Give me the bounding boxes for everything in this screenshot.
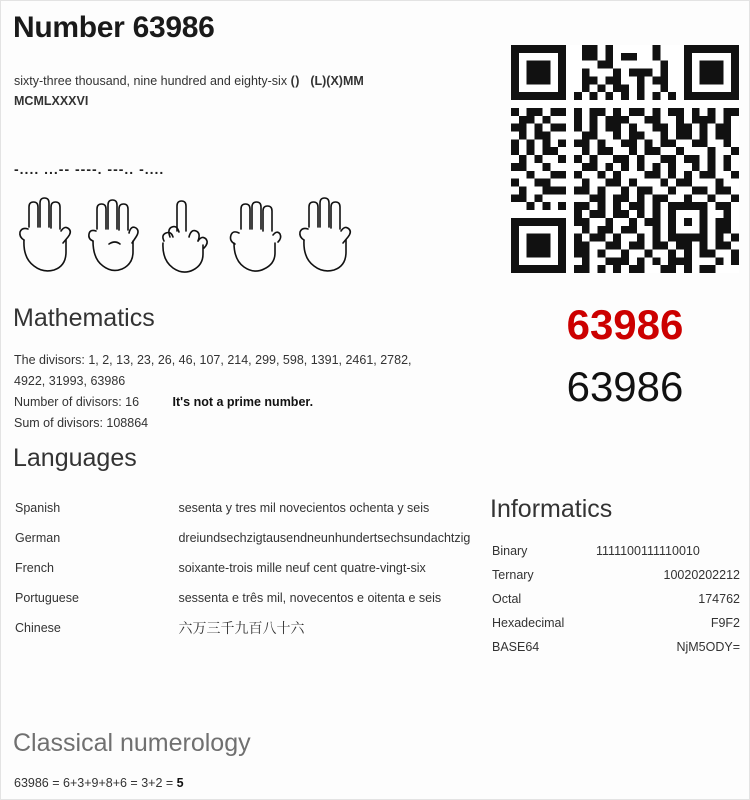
numerology-heading: Classical numerology bbox=[13, 729, 251, 757]
hand-digit-3-icon bbox=[81, 197, 147, 275]
table-row bbox=[490, 635, 742, 659]
informatics-heading: Informatics bbox=[490, 495, 613, 523]
hand-digit-6-icon-2 bbox=[291, 197, 357, 275]
table-row bbox=[11, 523, 481, 553]
page-title: Number 63986 bbox=[13, 11, 215, 44]
language-name: Spanish bbox=[15, 501, 61, 515]
language-value: sesenta y tres mil novecientos ochenta y seis bbox=[178, 501, 430, 515]
numerology-expression: 63986 = 6+3+9+8+6 = 3+2 = bbox=[14, 776, 177, 790]
informatics-key: Ternary bbox=[492, 568, 534, 582]
numerology-result: 5 bbox=[176, 776, 184, 790]
qr-code bbox=[511, 45, 739, 273]
mathematics-heading: Mathematics bbox=[13, 304, 155, 332]
divisor-sum-line: Sum of divisors: 108864 bbox=[14, 416, 149, 430]
language-name: French bbox=[15, 561, 54, 575]
divisors-line: The divisors: 1, 2, 13, 23, 26, 46, 107, 214, 299, 598, 1391, 2461, 2782, 4922, 31993, 63986 bbox=[14, 353, 412, 388]
language-name: Chinese bbox=[15, 621, 61, 635]
languages-heading: Languages bbox=[13, 444, 137, 472]
mathematics-body bbox=[14, 350, 444, 434]
divisor-count-text: Number of divisors: 16 bbox=[14, 395, 140, 409]
number-display-black: 63986 bbox=[566, 363, 684, 410]
informatics-key: Hexadecimal bbox=[492, 616, 565, 630]
language-value: 六万三千九百八十六 bbox=[178, 620, 305, 636]
language-value: sessenta e três mil, novecentos e oitenta e seis bbox=[178, 591, 442, 605]
language-value: dreiundsechzigtausendneunhundertsechsundachtzig bbox=[178, 531, 471, 545]
roman-long: MCMLXXXVI bbox=[14, 94, 89, 108]
table-row bbox=[490, 539, 742, 563]
informatics-key: Octal bbox=[492, 592, 522, 606]
hand-digit-9-icon bbox=[151, 197, 217, 275]
roman-parenthesis: () bbox=[290, 74, 300, 88]
hand-digit-8-icon bbox=[221, 197, 287, 275]
informatics-key: BASE64 bbox=[492, 640, 540, 654]
informatics-value: F9F2 bbox=[710, 616, 740, 630]
table-row bbox=[11, 553, 481, 583]
table-row bbox=[11, 493, 481, 523]
hand-digit-6-icon bbox=[11, 197, 77, 275]
informatics-value: 10020202212 bbox=[663, 568, 740, 582]
languages-table bbox=[11, 493, 481, 643]
informatics-key: Binary bbox=[492, 544, 528, 558]
table-row bbox=[11, 583, 481, 613]
sign-language-digits bbox=[11, 197, 361, 277]
number-display-red: 63986 bbox=[566, 301, 684, 348]
table-row bbox=[490, 611, 742, 635]
roman-short: (L)(X)MM bbox=[310, 74, 364, 88]
prime-note: It's not a prime number. bbox=[172, 395, 314, 409]
informatics-table bbox=[490, 539, 742, 659]
numerology-body bbox=[14, 776, 184, 790]
number-in-words bbox=[14, 71, 474, 111]
informatics-value: 174762 bbox=[698, 592, 740, 606]
table-row bbox=[490, 563, 742, 587]
informatics-value: NjM5ODY= bbox=[676, 640, 740, 654]
words-text: sixty-three thousand, nine hundred and eighty-six bbox=[14, 74, 288, 88]
morse-code: -.... ...-- ----. ---.. -.... bbox=[14, 161, 165, 177]
language-value: soixante-trois mille neuf cent quatre-vingt-six bbox=[178, 561, 426, 575]
table-row bbox=[490, 587, 742, 611]
table-row bbox=[11, 613, 481, 643]
informatics-value: 1111100111110010 bbox=[596, 544, 700, 558]
language-name: German bbox=[15, 531, 61, 545]
divisor-count-line bbox=[14, 392, 444, 413]
language-name: Portuguese bbox=[15, 591, 79, 605]
